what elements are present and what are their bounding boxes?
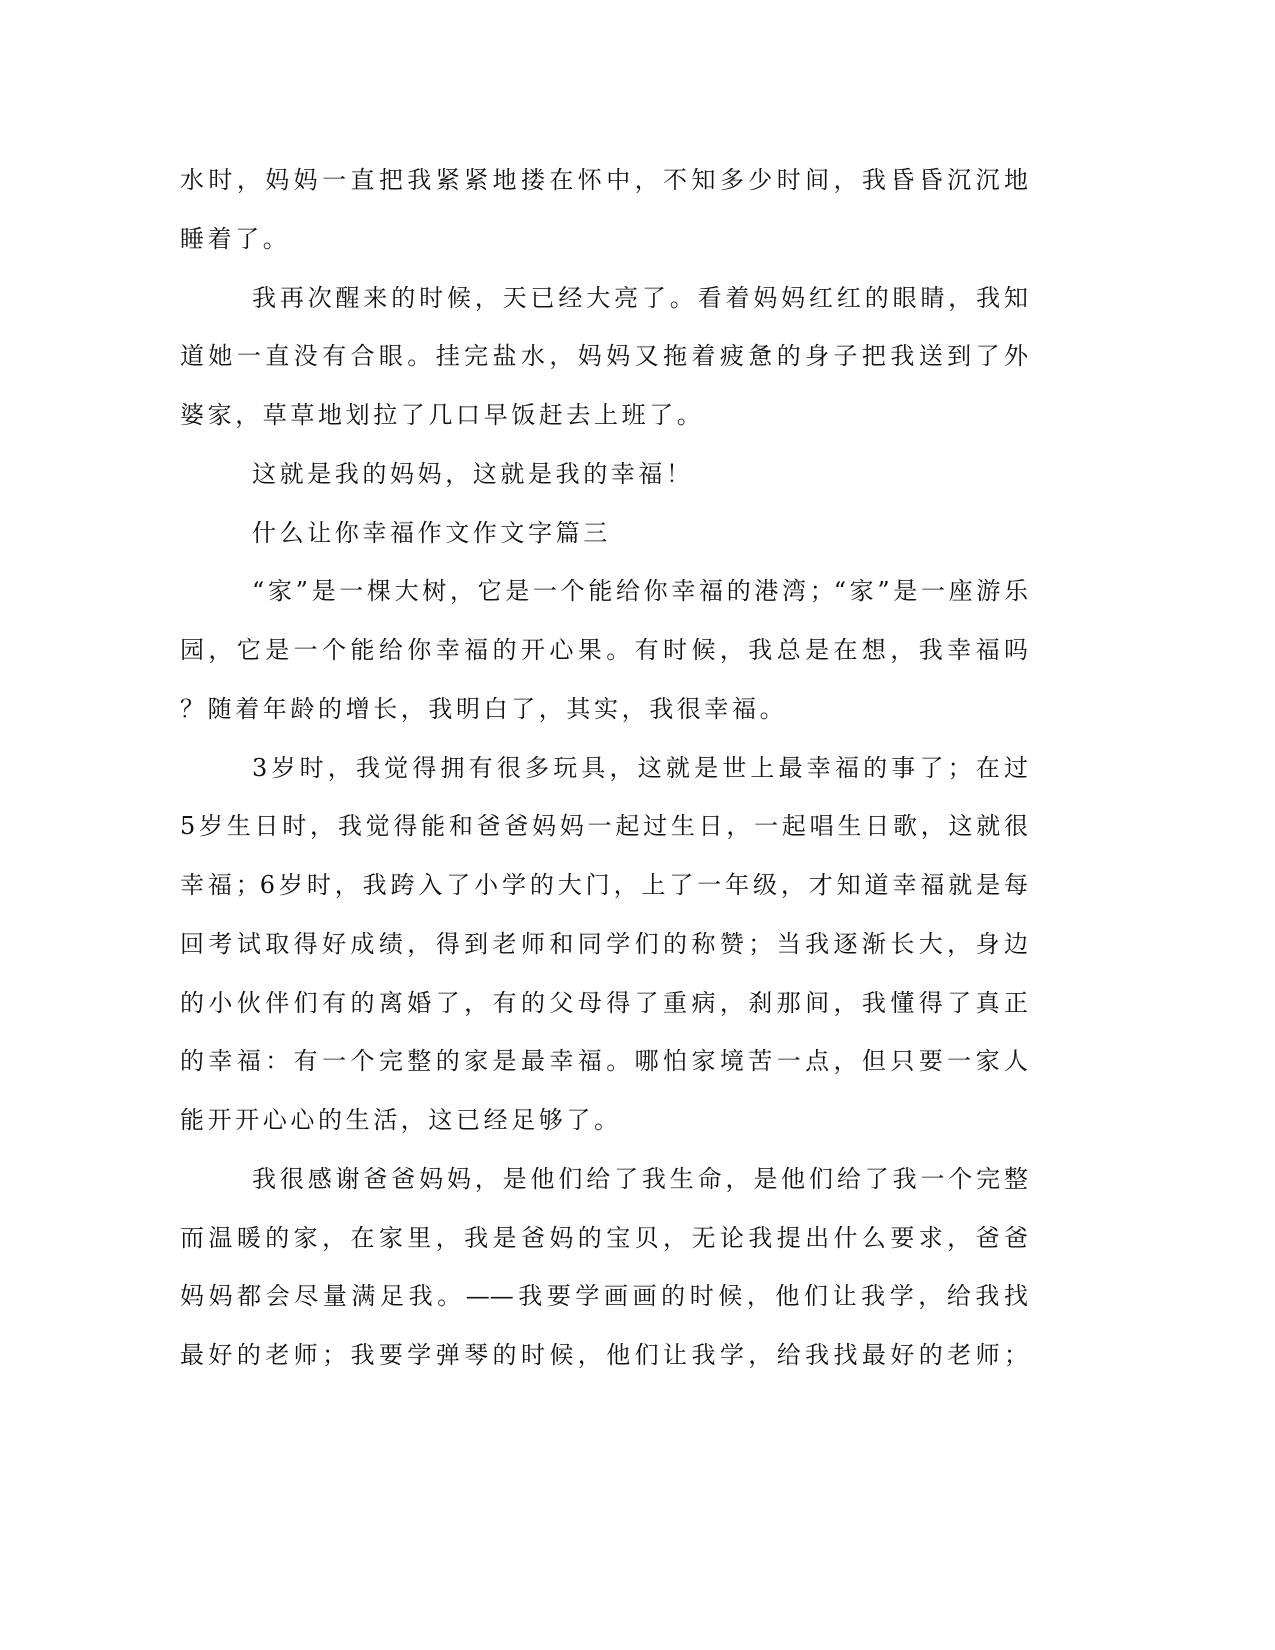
text-line: 园，它是一个能给你幸福的开心果。有时候，我总是在想，我幸福吗 <box>180 636 1028 664</box>
paragraph-start-line: “家”是一棵大树，它是一个能给你幸福的港湾；“家”是一座游乐 <box>252 577 1028 606</box>
document-page <box>180 151 1028 1385</box>
section-heading: 什么让你幸福作文作文字篇三 <box>252 518 611 547</box>
text-line: 能开开心心的生活，这已经足够了。 <box>180 1106 622 1134</box>
paragraph-start-line: 我很感谢爸爸妈妈，是他们给了我生命，是他们给了我一个完整 <box>252 1164 1028 1193</box>
text-line: 道她一直没有合眼。挂完盐水，妈妈又拖着疲惫的身子把我送到了外 <box>180 342 1028 371</box>
text-line: 妈妈都会尽量满足我。——我要学画画的时候，他们让我学，给我找 <box>180 1282 1028 1311</box>
paragraph-start-line: 这就是我的妈妈，这就是我的幸福！ <box>252 459 694 488</box>
text-line: 而温暖的家，在家里，我是爸妈的宝贝，无论我提出什么要求，爸爸 <box>180 1223 1028 1252</box>
text-line: 回考试取得好成绩，得到老师和同学们的称赞；当我逐渐长大，身边 <box>180 929 1028 958</box>
text-line: 睡着了。 <box>180 224 291 253</box>
text-line: 5岁生日时，我觉得能和爸爸妈妈一起过生日，一起唱生日歌，这就很 <box>180 812 1028 841</box>
text-line: 的幸福：有一个完整的家是最幸福。哪怕家境苦一点，但只要一家人 <box>180 1047 1028 1076</box>
paragraph-start-line: 我再次醒来的时候，天已经大亮了。看着妈妈红红的眼睛，我知 <box>252 283 1028 312</box>
text-line: 水时，妈妈一直把我紧紧地搂在怀中，不知多少时间，我昏昏沉沉地 <box>180 166 1028 194</box>
text-line: 的小伙伴们有的离婚了，有的父母得了重病，刹那间，我懂得了真正 <box>180 988 1028 1017</box>
text-line: 最好的老师；我要学弹琴的时候，他们让我学，给我找最好的老师； <box>180 1341 1028 1369</box>
text-line: 幸福；6岁时，我跨入了小学的大门，上了一年级，才知道幸福就是每 <box>180 871 1028 899</box>
paragraph-start-line: 3岁时，我觉得拥有很多玩具，这就是世上最幸福的事了；在过 <box>252 753 1028 782</box>
text-line: ？随着年龄的增长，我明白了，其实，我很幸福。 <box>180 694 788 723</box>
text-line: 婆家，草草地划拉了几口早饭赶去上班了。 <box>180 401 705 429</box>
